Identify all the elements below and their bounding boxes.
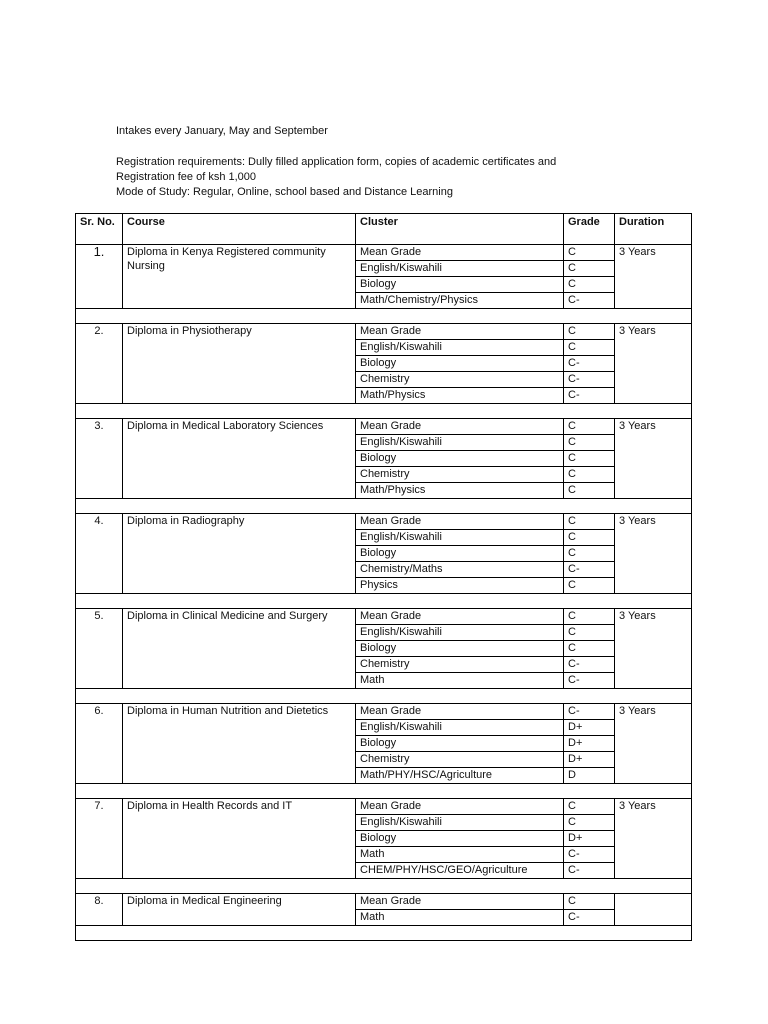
cluster-subject-cell: English/Kiswahili: [356, 530, 564, 546]
grade-cell: C: [564, 435, 615, 451]
cluster-subject-cell: Mean Grade: [356, 324, 564, 340]
sr-no-cell: 8.: [76, 894, 123, 926]
header-cluster: Cluster: [356, 214, 564, 245]
grade-cell: C: [564, 261, 615, 277]
table-row: [76, 324, 692, 340]
cluster-subject-cell: Mean Grade: [356, 245, 564, 261]
grade-cell: D+: [564, 831, 615, 847]
table-header-row: [76, 214, 692, 245]
cluster-subject-cell: English/Kiswahili: [356, 261, 564, 277]
grade-cell: C: [564, 530, 615, 546]
header-duration: Duration: [615, 214, 692, 245]
cluster-subject-cell: Chemistry: [356, 657, 564, 673]
grade-cell: C-: [564, 388, 615, 404]
cluster-subject-cell: Math/PHY/HSC/Agriculture: [356, 768, 564, 784]
grade-cell: C-: [564, 704, 615, 720]
cluster-subject-cell: Biology: [356, 451, 564, 467]
cluster-subject-cell: Mean Grade: [356, 419, 564, 435]
grade-cell: C-: [564, 372, 615, 388]
duration-cell: 3 Years: [615, 704, 692, 784]
grade-cell: C: [564, 245, 615, 261]
cluster-subject-cell: Chemistry/Maths: [356, 562, 564, 578]
grade-cell: C-: [564, 562, 615, 578]
spacer-row: [76, 926, 692, 941]
duration-cell: [615, 894, 692, 926]
spacer-cell: [76, 784, 692, 799]
course-name-cell: Diploma in Medical Engineering: [123, 894, 356, 926]
cluster-subject-cell: Biology: [356, 736, 564, 752]
cluster-subject-cell: Chemistry: [356, 752, 564, 768]
cluster-subject-cell: CHEM/PHY/HSC/GEO/Agriculture: [356, 863, 564, 879]
cluster-subject-cell: Mean Grade: [356, 704, 564, 720]
sr-no-cell: 3.: [76, 419, 123, 499]
cluster-subject-cell: Mean Grade: [356, 609, 564, 625]
grade-cell: C: [564, 277, 615, 293]
duration-cell: 3 Years: [615, 514, 692, 594]
cluster-subject-cell: Math/Physics: [356, 388, 564, 404]
duration-cell: 3 Years: [615, 799, 692, 879]
course-name-cell: Diploma in Medical Laboratory Sciences: [123, 419, 356, 499]
cluster-subject-cell: Math: [356, 673, 564, 689]
course-name-cell: Diploma in Health Records and IT: [123, 799, 356, 879]
table-row: [76, 609, 692, 625]
intakes-text: Intakes every January, May and September: [116, 125, 328, 137]
spacer-cell: [76, 689, 692, 704]
spacer-cell: [76, 879, 692, 894]
grade-cell: C: [564, 609, 615, 625]
course-name-cell: Diploma in Clinical Medicine and Surgery: [123, 609, 356, 689]
grade-cell: C-: [564, 673, 615, 689]
grade-cell: C-: [564, 910, 615, 926]
header-grade: Grade: [564, 214, 615, 245]
duration-cell: 3 Years: [615, 609, 692, 689]
cluster-subject-cell: Math: [356, 847, 564, 863]
grade-cell: C-: [564, 847, 615, 863]
grade-cell: C: [564, 451, 615, 467]
cluster-subject-cell: Biology: [356, 831, 564, 847]
table-row: [76, 514, 692, 530]
cluster-subject-cell: Biology: [356, 277, 564, 293]
sr-no-cell: 4.: [76, 514, 123, 594]
grade-cell: C-: [564, 356, 615, 372]
grade-cell: C: [564, 894, 615, 910]
header-sr-no: Sr. No.: [76, 214, 123, 245]
grade-cell: C: [564, 625, 615, 641]
table-row: [76, 419, 692, 435]
cluster-subject-cell: English/Kiswahili: [356, 815, 564, 831]
cluster-subject-cell: English/Kiswahili: [356, 720, 564, 736]
grade-cell: C-: [564, 657, 615, 673]
cluster-subject-cell: English/Kiswahili: [356, 435, 564, 451]
cluster-subject-cell: Math/Physics: [356, 483, 564, 499]
sr-no-cell: 1.: [76, 245, 123, 309]
sr-no-cell: 2.: [76, 324, 123, 404]
spacer-cell: [76, 404, 692, 419]
cluster-subject-cell: Mean Grade: [356, 514, 564, 530]
duration-cell: 3 Years: [615, 324, 692, 404]
grade-cell: C: [564, 419, 615, 435]
grade-cell: C: [564, 324, 615, 340]
course-name-cell: Diploma in Physiotherapy: [123, 324, 356, 404]
courses-table: [75, 213, 692, 941]
spacer-row: [76, 404, 692, 419]
spacer-row: [76, 879, 692, 894]
grade-cell: C-: [564, 863, 615, 879]
cluster-subject-cell: English/Kiswahili: [356, 340, 564, 356]
grade-cell: D+: [564, 720, 615, 736]
grade-cell: D: [564, 768, 615, 784]
cluster-subject-cell: Biology: [356, 641, 564, 657]
cluster-subject-cell: English/Kiswahili: [356, 625, 564, 641]
course-name-cell: Diploma in Radiography: [123, 514, 356, 594]
cluster-subject-cell: Mean Grade: [356, 799, 564, 815]
sr-no-cell: 6.: [76, 704, 123, 784]
registration-fee-text: Registration fee of ksh 1,000: [116, 171, 257, 183]
grade-cell: C: [564, 546, 615, 562]
course-name-cell: Diploma in Kenya Registered community Nursing: [123, 245, 356, 309]
spacer-cell: [76, 309, 692, 324]
registration-requirements-text: Registration requirements: Dully filled application form, copies of academic certificates and: [116, 156, 557, 168]
grade-cell: C: [564, 514, 615, 530]
spacer-cell: [76, 594, 692, 609]
cluster-subject-cell: Biology: [356, 546, 564, 562]
sr-no-cell: 7.: [76, 799, 123, 879]
cluster-subject-cell: Chemistry: [356, 372, 564, 388]
cluster-subject-cell: Mean Grade: [356, 894, 564, 910]
grade-cell: D+: [564, 736, 615, 752]
course-name-cell: Diploma in Human Nutrition and Dietetics: [123, 704, 356, 784]
grade-cell: C: [564, 578, 615, 594]
table-row: [76, 704, 692, 720]
grade-cell: C-: [564, 293, 615, 309]
cluster-subject-cell: Math: [356, 910, 564, 926]
grade-cell: C: [564, 641, 615, 657]
spacer-row: [76, 309, 692, 324]
table-row: [76, 245, 692, 261]
mode-of-study-text: Mode of Study: Regular, Online, school based and Distance Learning: [116, 186, 453, 198]
grade-cell: C: [564, 340, 615, 356]
grade-cell: C: [564, 467, 615, 483]
grade-cell: C: [564, 483, 615, 499]
cluster-subject-cell: Physics: [356, 578, 564, 594]
cluster-subject-cell: Math/Chemistry/Physics: [356, 293, 564, 309]
grade-cell: D+: [564, 752, 615, 768]
cluster-subject-cell: Biology: [356, 356, 564, 372]
duration-cell: 3 Years: [615, 419, 692, 499]
sr-no-cell: 5.: [76, 609, 123, 689]
spacer-row: [76, 594, 692, 609]
spacer-row: [76, 689, 692, 704]
spacer-cell: [76, 499, 692, 514]
spacer-row: [76, 499, 692, 514]
spacer-cell: [76, 926, 692, 941]
table-row: [76, 799, 692, 815]
duration-cell: 3 Years: [615, 245, 692, 309]
spacer-row: [76, 784, 692, 799]
table-row: [76, 894, 692, 910]
grade-cell: C: [564, 799, 615, 815]
header-course: Course: [123, 214, 356, 245]
grade-cell: C: [564, 815, 615, 831]
cluster-subject-cell: Chemistry: [356, 467, 564, 483]
